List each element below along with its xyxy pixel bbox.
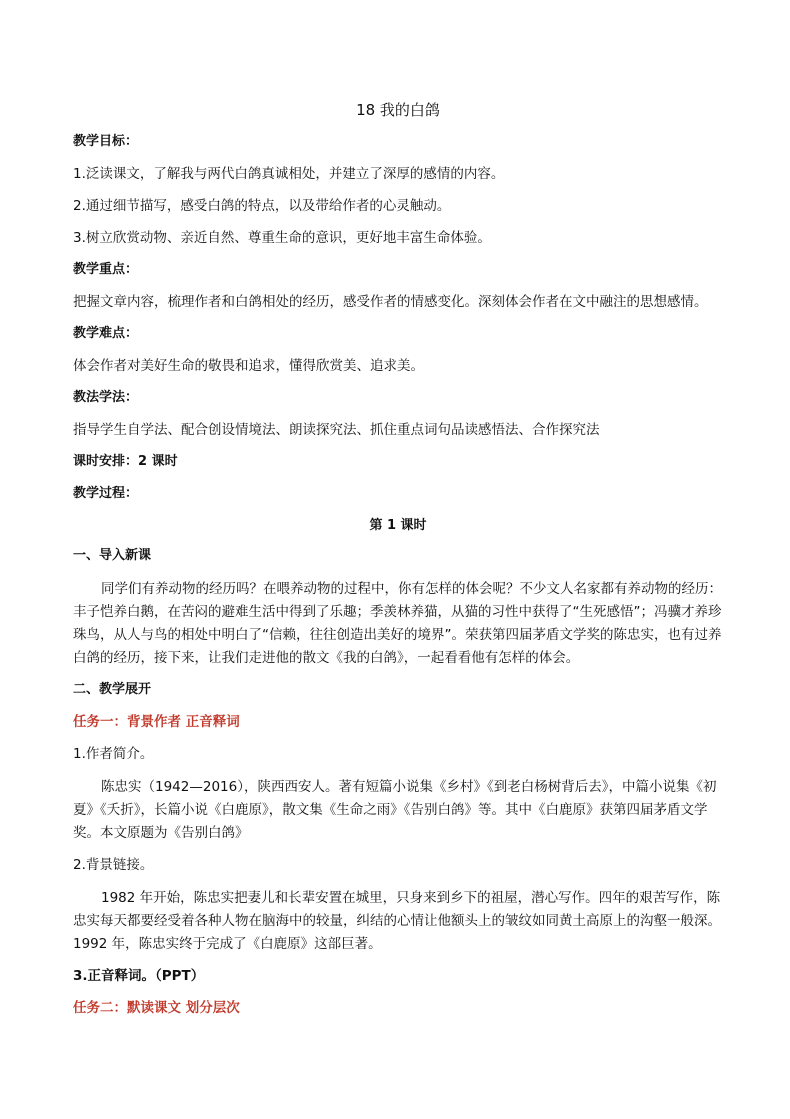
difficulties-text: 体会作者对美好生命的敬畏和追求，懂得欣赏美、追求美。 xyxy=(73,358,424,374)
page-title: 18 我的白鸽 xyxy=(356,101,440,119)
schedule-text: 课时安排：2 课时 xyxy=(73,454,178,469)
key-points-heading: 教学重点： xyxy=(73,262,139,277)
process-heading: 教学过程： xyxy=(73,486,139,501)
pronounce-label: 3.正音释词。（PPT） xyxy=(73,968,205,984)
goals-heading: 教学目标： xyxy=(73,134,139,149)
section-2-heading: 二、教学展开 xyxy=(73,682,152,697)
document-page xyxy=(73,100,723,1030)
author-label: 1.作者简介。 xyxy=(73,746,154,762)
background-text: 1982 年开始，陈忠实把妻儿和长辈安置在城里，只身来到乡下的祖屋，潜心写作。四年的艰苦写作，陈忠实每天都要经受着各种人物在脑海中的较量，纠结的心情让他额头上的皱纹如同黄土高原上的沟壑一般深。1992 年，陈忠实终于完成了《白鹿原》这部巨著。 xyxy=(73,890,721,952)
goal-item-2: 2.通过细节描写，感受白鸽的特点，以及带给作者的心灵触动。 xyxy=(73,198,451,214)
key-points-text: 把握文章内容，梳理作者和白鸽相处的经历，感受作者的情感变化。深刻体会作者在文中融注的思想感情。 xyxy=(73,294,708,310)
methods-text: 指导学生自学法、配合创设情境法、朗读探究法、抓住重点词句品读感悟法、合作探究法 xyxy=(73,422,600,438)
task-2-heading: 任务二：默读课文 划分层次 xyxy=(73,1000,240,1016)
methods-heading: 教法学法： xyxy=(73,390,139,405)
task-1-heading: 任务一：背景作者 正音释词 xyxy=(73,714,240,730)
background-label: 2.背景链接。 xyxy=(73,857,154,873)
section-1-heading: 一、导入新课 xyxy=(73,548,152,563)
difficulties-heading: 教学难点： xyxy=(73,326,139,341)
lesson-1-heading: 第 1 课时 xyxy=(369,518,427,533)
section-1-text: 同学们有养动物的经历吗？在喂养动物的过程中，你有怎样的体会呢？不少文人名家都有养动物的经历：丰子恺养白鹅，在苦闷的避难生活中得到了乐趣；季羡林养猫，从猫的习性中获得了“生死感悟”；冯骥才养珍珠鸟，从人与鸟的相处中明白了“信赖，往往创造出美好的境界”。荣获第四届茅盾文学奖的陈忠实，也有过养白鸽的经历，接下来，让我们走进他的散文《我的白鸽》，一起看看他有怎样的体会。 xyxy=(73,581,722,666)
author-text: 陈忠实（1942—2016），陕西西安人。著有短篇小说集《乡村》《到老白杨树背后去》，中篇小说集《初夏》《夭折》，长篇小说《白鹿原》，散文集《生命之雨》《告别白鸽》等。其中《白鹿原》获第四届茅盾文学奖。本文原题为《告别白鸽》 xyxy=(73,779,717,841)
goal-item-1: 1.泛读课文，了解我与两代白鸽真诚相处，并建立了深厚的感情的内容。 xyxy=(73,166,505,182)
goal-item-3: 3.树立欣赏动物、亲近自然、尊重生命的意识，更好地丰富生命体验。 xyxy=(73,230,491,246)
